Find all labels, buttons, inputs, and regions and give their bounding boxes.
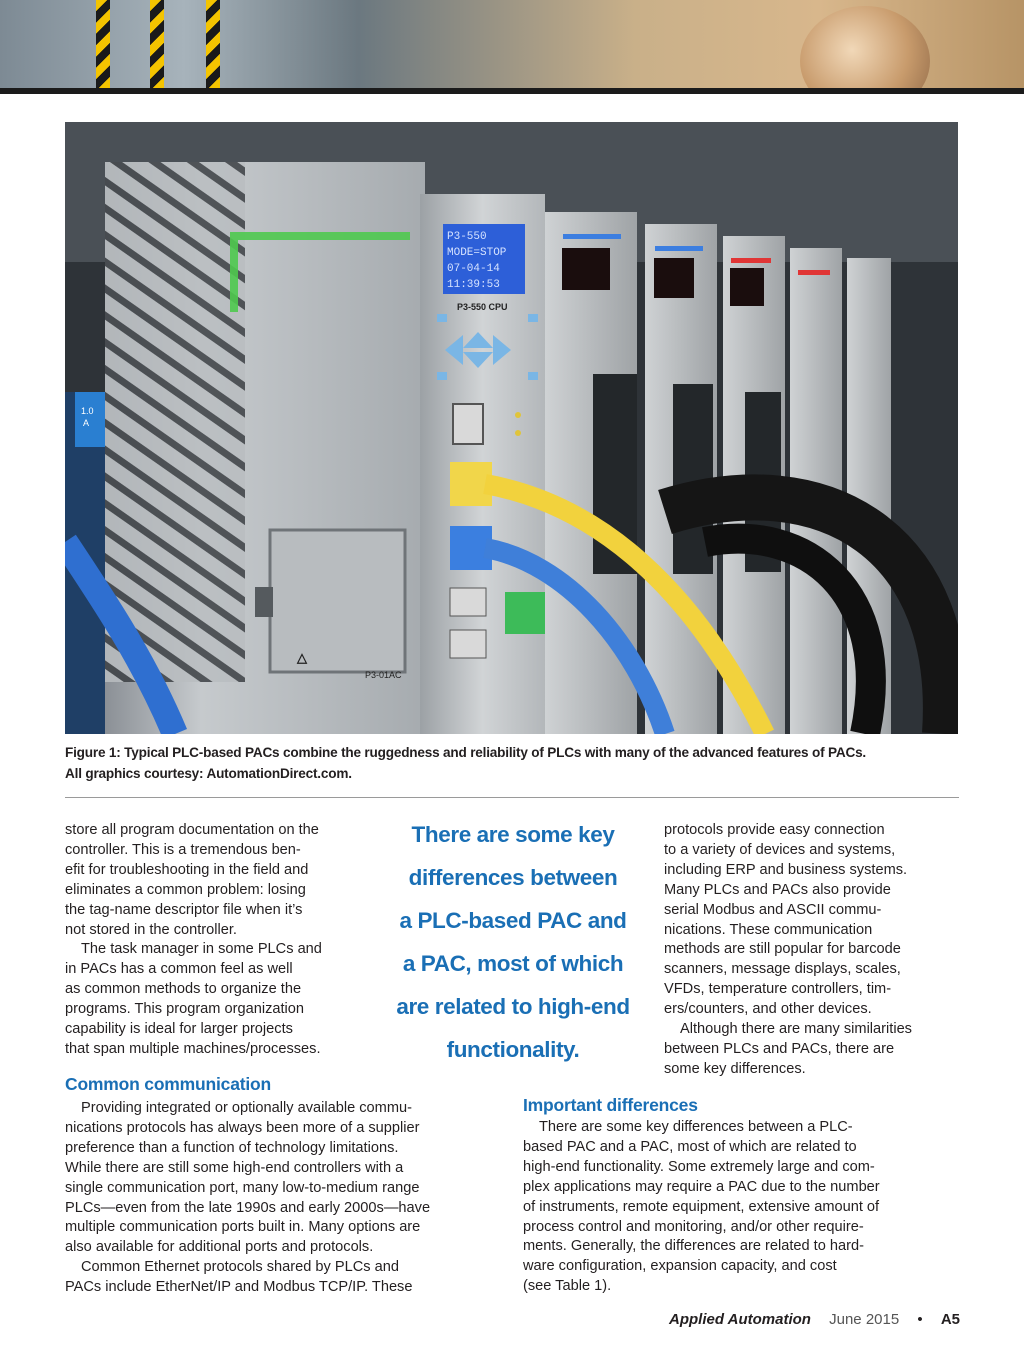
column-right xyxy=(664,821,964,1080)
section-heading-important-differences: Important differences xyxy=(523,1095,698,1115)
paragraph: store all program documentation on the controller. This is a tremendous ben- efit for troubleshooting in the field and eliminates a common problem: losing the tag-name descriptor file when it’s not stored in the controller. xyxy=(65,822,319,938)
svg-text:1.0: 1.0 xyxy=(81,406,94,416)
paragraph: Although there are many similarities between PLCs and PACs, there are some key differences. xyxy=(664,1021,912,1077)
pull-quote xyxy=(382,813,644,1071)
banner-pipe xyxy=(800,6,930,94)
hazard-stripe xyxy=(150,0,164,94)
paragraph: The task manager in some PLCs and in PACs has a common feel as well as common methods to organize the programs. This program organization capability is ideal for larger projects that span multiple machines/processes. xyxy=(65,941,322,1057)
paragraph: Providing integrated or optionally available commu- nications protocols has always been more of a supplier preference than a function of technology limitations. While there are still some high-end controllers with a single communication port, many low-to-medium range PLCs—even from the late 1990s and early 2000s—have multiple communication ports built in. Many options are also available for additional ports and protocols. xyxy=(65,1100,431,1256)
footer-separator: • xyxy=(917,1311,923,1328)
column-left xyxy=(65,821,370,1060)
svg-text:11:39:53: 11:39:53 xyxy=(447,279,500,291)
caption-line-2: All graphics courtesy: AutomationDirect.com. xyxy=(65,766,352,781)
paragraph: There are some key differences between a PLC- based PAC and a PAC, most of which are related to high-end functionality. Some extremely large and com- plex applications may require a PAC due to the number of instruments, remote equipment, extensive amount of process control and monitoring, and/or other require- ments. Generally, the differences are related to hard- ware configuration, expansion capacity, and cost (see Table 1). xyxy=(523,1119,880,1295)
section-heading-common-communication: Common communication xyxy=(65,1074,272,1094)
svg-text:P3-550 CPU: P3-550 CPU xyxy=(457,302,508,312)
page-footer xyxy=(0,1311,960,1328)
caption-line-1: Figure 1: Typical PLC-based PACs combine the ruggedness and reliability of PLCs with many of the advanced features of PACs. xyxy=(65,745,867,760)
svg-text:△: △ xyxy=(297,650,307,665)
plc-illustration xyxy=(65,122,958,734)
hazard-stripe xyxy=(96,0,110,94)
header-banner-image xyxy=(0,0,1024,94)
page-number: A5 xyxy=(940,1311,960,1328)
paragraph: protocols provide easy connection to a variety of devices and systems, including ERP and business systems. Many PLCs and PACs also provide serial Modbus and ASCII commu- nications. These communication methods are still popular for barcode scanners, message displays, scales, VFDs, temperature controllers, tim- ers/counters, and other devices. xyxy=(664,822,908,1018)
pull-quote-text: There are some key differences between a PLC-based PAC and a PAC, most of which are related to high-end functionality. xyxy=(396,822,630,1062)
svg-text:P3-550: P3-550 xyxy=(447,231,487,243)
section-common-communication xyxy=(65,1099,505,1298)
svg-text:A: A xyxy=(83,418,90,428)
svg-text:P3-01AC: P3-01AC xyxy=(365,670,402,680)
svg-text:07-04-14: 07-04-14 xyxy=(447,263,500,275)
paragraph: Common Ethernet protocols shared by PLCs and PACs include EtherNet/IP and Modbus TCP/IP. These xyxy=(65,1259,413,1296)
figure-photo xyxy=(65,122,958,734)
figure-caption xyxy=(65,742,958,784)
section-important-differences xyxy=(523,1118,963,1297)
issue-date: June 2015 xyxy=(829,1311,900,1328)
publication-name: Applied Automation xyxy=(669,1311,811,1328)
hazard-stripe xyxy=(206,0,220,94)
banner-bottom-bar xyxy=(0,88,1024,94)
caption-divider xyxy=(65,797,959,798)
svg-text:MODE=STOP: MODE=STOP xyxy=(447,247,507,259)
